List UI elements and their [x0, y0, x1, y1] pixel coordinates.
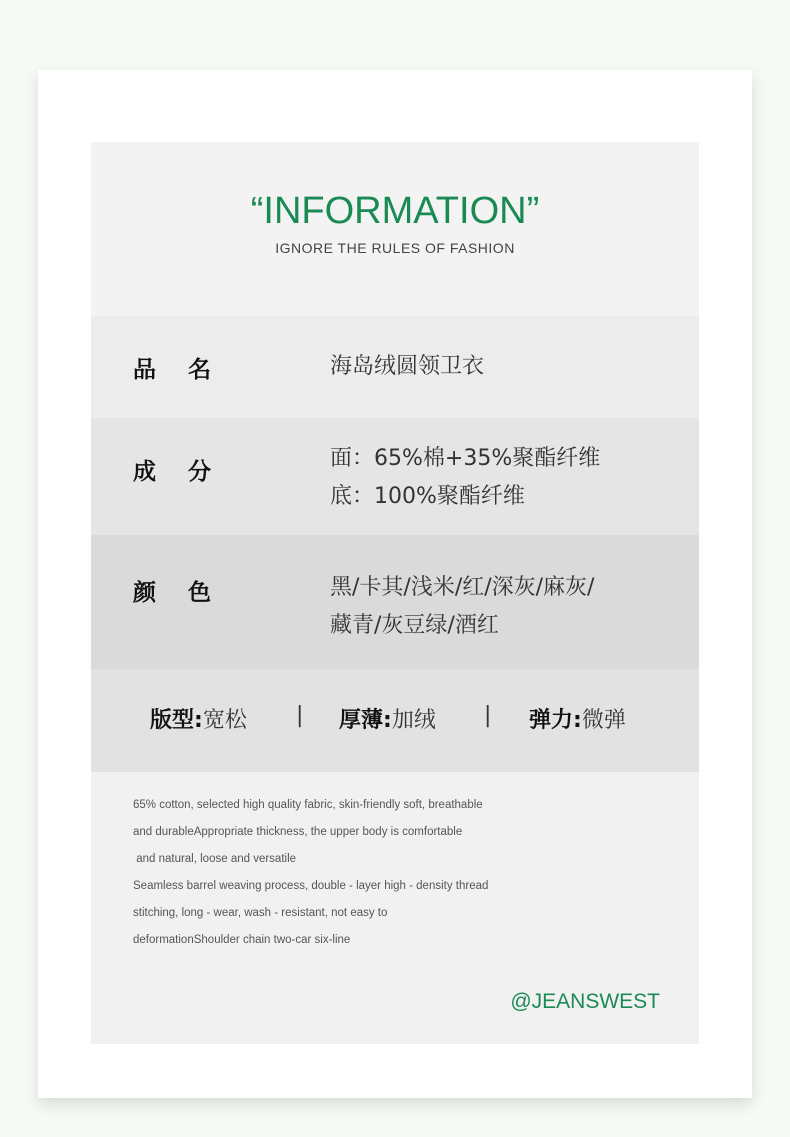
spec-thickness [339, 703, 436, 734]
spec-thickness-value: 加绒 [391, 708, 436, 733]
color-label: 颜色 [133, 580, 243, 606]
spec-fit-key: 版型: [150, 708, 203, 733]
composition-value [330, 440, 600, 516]
product-name-label: 品名 [133, 357, 243, 383]
description-line: Seamless barrel weaving process, double - layer high - density thread [133, 880, 489, 892]
brand-handle: @JEANSWEST [510, 990, 660, 1013]
description-line: and durableAppropriate thickness, the upper body is comfortable [133, 826, 463, 838]
description-line: and natural, loose and versatile [133, 853, 297, 865]
description-line: stitching, long - wear, wash - resistant, not easy to [133, 907, 388, 919]
product-name-row [91, 316, 699, 418]
spec-separator: | [296, 703, 304, 728]
description-line: 65% cotton, selected high quality fabric, skin-friendly soft, breathable [133, 799, 483, 811]
product-name-value [330, 348, 484, 386]
header [91, 142, 699, 316]
composition-line-lining: 底：100%聚酯纤维 [330, 484, 525, 509]
spec-thickness-key: 厚薄: [339, 708, 392, 733]
specs-row [91, 669, 699, 772]
color-line-2: 藏青/灰豆绿/酒红 [330, 613, 499, 638]
spec-fit-value: 宽松 [202, 708, 247, 733]
spec-separator: | [484, 703, 492, 728]
description-line: deformationShoulder chain two-car six-line [133, 934, 351, 946]
color-row [91, 535, 699, 669]
composition-row [91, 418, 699, 535]
spec-elasticity-value: 微弹 [581, 708, 626, 733]
color-line-1: 黑/卡其/浅米/红/深灰/麻灰/ [330, 575, 595, 600]
page-subtitle: IGNORE THE RULES OF FASHION [275, 240, 515, 256]
product-name-line: 海岛绒圆领卫衣 [330, 354, 485, 379]
spec-elasticity-key: 弹力: [529, 708, 582, 733]
spec-elasticity [529, 703, 626, 734]
composition-line-outer: 面：65%棉+35%聚酯纤维 [330, 446, 601, 471]
product-description [133, 792, 653, 954]
composition-label: 成分 [133, 459, 243, 485]
color-value [330, 569, 594, 645]
page-title: “INFORMATION” [250, 190, 540, 232]
spec-fit [150, 703, 247, 734]
